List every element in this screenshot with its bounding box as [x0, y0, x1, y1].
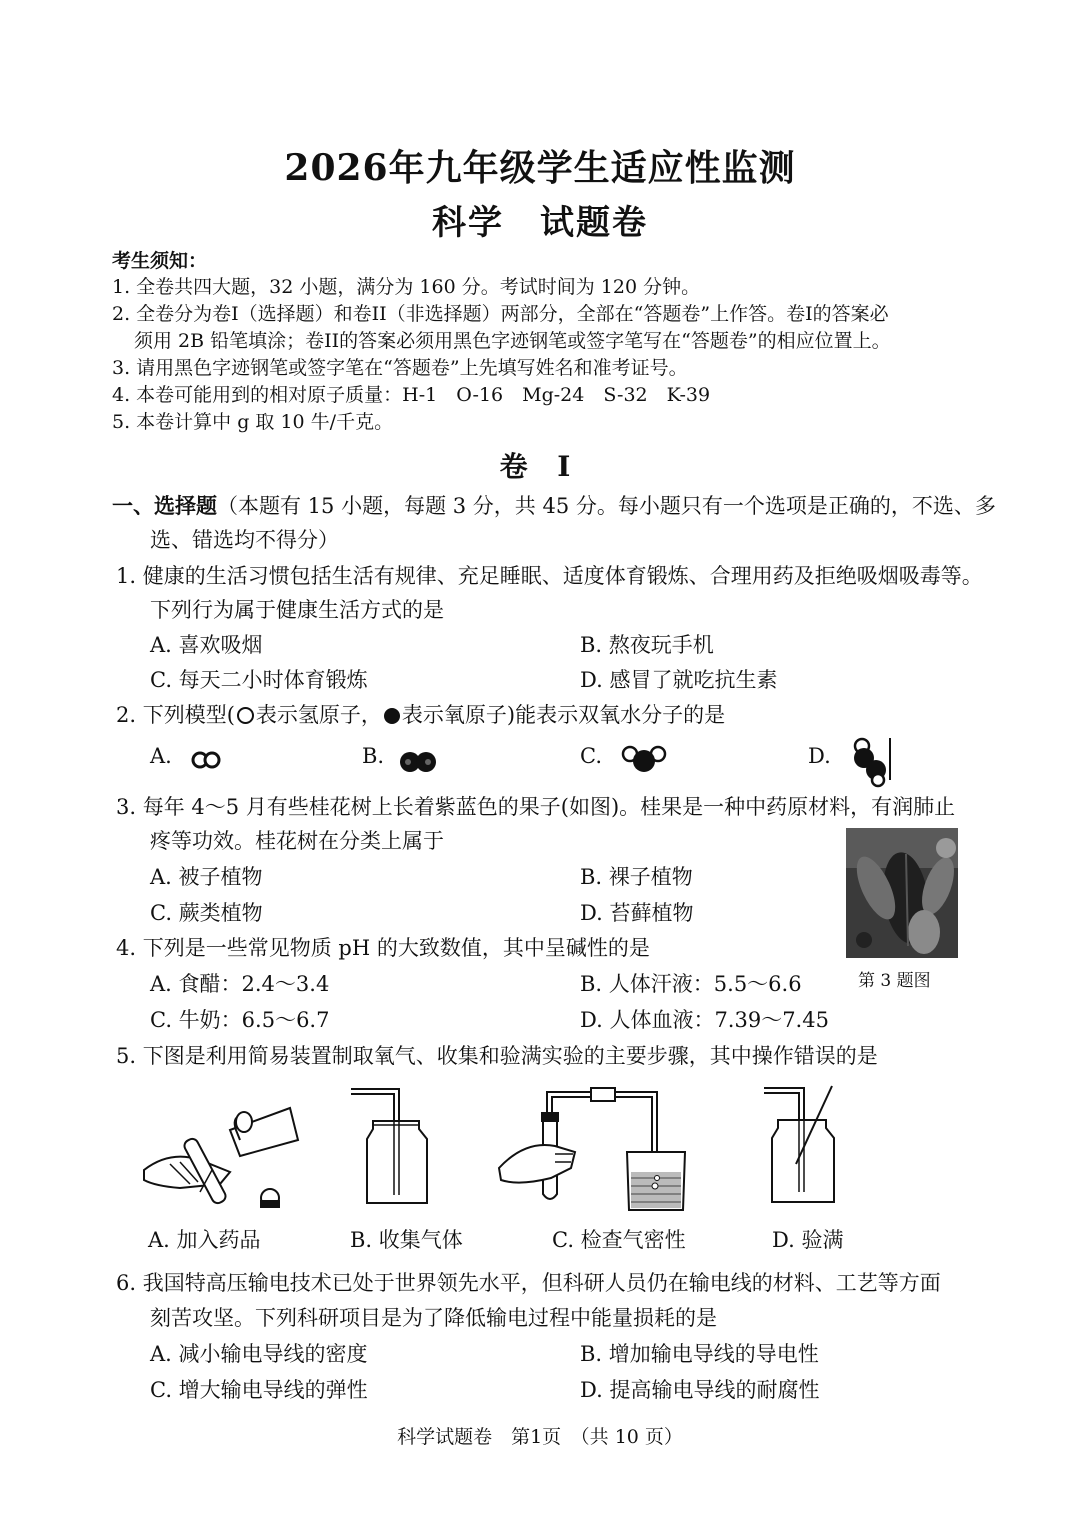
- osmanthus-fruit-photo: [846, 828, 958, 958]
- collect-gas-diagram: [345, 1085, 445, 1215]
- page-title: 2026年九年级学生适应性监测: [284, 147, 796, 189]
- question-3-stem-cont: 疼等功效。桂花树在分类上属于: [150, 829, 444, 853]
- q3-option-c: C. 蕨类植物: [150, 901, 263, 925]
- figure-3-caption: 第 3 题图: [858, 971, 931, 991]
- notice-heading: 考生须知：: [112, 250, 208, 272]
- q4-option-b: B. 人体汗液：5.5～6.6: [580, 972, 802, 996]
- q2-option-a: A.: [150, 744, 172, 768]
- add-reagent-diagram: [140, 1100, 310, 1215]
- q1-option-d: D. 感冒了就吃抗生素: [580, 668, 778, 692]
- oxygen-atom-icon: [384, 708, 400, 724]
- q5-option-d: D. 验满: [772, 1228, 844, 1252]
- q1-option-b: B. 熬夜玩手机: [580, 633, 714, 657]
- notice-item: 4. 本卷可能用到的相对原子质量：H-1 O-16 Mg-24 S-32 K-39: [112, 384, 711, 406]
- section-header: [112, 490, 996, 520]
- q6-option-b: B. 增加输电导线的导电性: [580, 1342, 819, 1366]
- notice-item: 1. 全卷共四大题，32 小题，满分为 160 分。考试时间为 120 分钟。: [112, 276, 701, 298]
- notice-item: 3. 请用黑色字迹钢笔或签字笔在“答题卷”上先填写姓名和准考证号。: [112, 357, 688, 379]
- q5-option-a: A. 加入药品: [148, 1228, 261, 1252]
- q2-option-b: B.: [362, 744, 385, 768]
- question-4-stem: 4. 下列是一些常见物质 pH 的大致数值，其中呈碱性的是: [116, 936, 650, 960]
- q2-stem-part: 表示氢原子，: [255, 703, 382, 727]
- question-2-stem: [116, 699, 725, 729]
- page-subtitle: 科学 试题卷: [432, 203, 648, 243]
- hydrogen-atom-icon: [237, 707, 254, 724]
- q2-option-c: C.: [580, 744, 602, 768]
- question-1-stem: 1. 健康的生活习惯包括生活有规律、充足睡眠、适度体育锻炼、合理用药及拒绝吸烟吸毒等。: [116, 564, 983, 588]
- q5-option-c: C. 检查气密性: [552, 1228, 686, 1252]
- q6-option-a: A. 减小输电导线的密度: [150, 1342, 368, 1366]
- q3-option-a: A. 被子植物: [150, 865, 263, 889]
- molecule-model-a-icon: [190, 748, 230, 772]
- question-6-stem-cont: 刻苦攻坚。下列科研项目是为了降低输电过程中能量损耗的是: [150, 1306, 717, 1330]
- question-5-stem: 5. 下图是利用简易装置制取氧气、收集和验满实验的主要步骤，其中操作错误的是: [116, 1044, 878, 1068]
- page-footer: 科学试题卷 第1页 （共 10 页）: [397, 1426, 683, 1448]
- notice-item: 须用 2B 铅笔填涂；卷II的答案必须用黑色字迹钢笔或签字笔写在“答题卷”的相应位置上。: [134, 330, 891, 352]
- section-desc: （本题有 15 小题，每题 3 分，共 45 分。每小题只有一个选项是正确的，不选、多: [217, 494, 996, 518]
- q4-option-d: D. 人体血液：7.39～7.45: [580, 1008, 829, 1032]
- volume-heading: 卷 I: [499, 450, 581, 483]
- q4-option-a: A. 食醋：2.4～3.4: [150, 972, 330, 996]
- notice-item: 5. 本卷计算中 g 取 10 牛/千克。: [112, 411, 394, 433]
- q3-option-d: D. 苔藓植物: [580, 901, 694, 925]
- molecule-model-b-icon: [398, 748, 448, 776]
- section-desc-cont: 选、错选均不得分）: [150, 528, 339, 552]
- test-full-diagram: [760, 1082, 850, 1217]
- q1-option-c: C. 每天二小时体育锻炼: [150, 668, 368, 692]
- notice-item: 2. 全卷分为卷I（选择题）和卷II（非选择题）两部分，全部在“答题卷”上作答。卷I的答案必: [112, 303, 889, 325]
- q5-option-b: B. 收集气体: [350, 1228, 463, 1252]
- q6-option-d: D. 提高输电导线的耐腐性: [580, 1378, 820, 1402]
- section-label: 一、选择题: [112, 493, 217, 518]
- q2-option-d: D.: [808, 744, 831, 768]
- q2-stem-part: 表示氧原子)能表示双氧水分子的是: [401, 703, 726, 727]
- q3-option-b: B. 裸子植物: [580, 865, 693, 889]
- q1-option-a: A. 喜欢吸烟: [150, 633, 263, 657]
- q2-stem-part: 2. 下列模型(: [116, 703, 235, 727]
- q4-option-c: C. 牛奶：6.5～6.7: [150, 1008, 330, 1032]
- question-1-stem-cont: 下列行为属于健康生活方式的是: [150, 598, 444, 622]
- airtightness-check-diagram: [495, 1082, 705, 1217]
- question-6-stem: 6. 我国特高压输电技术已处于世界领先水平，但科研人员仍在输电线的材料、工艺等方面: [116, 1271, 941, 1295]
- molecule-model-d-icon: [848, 736, 894, 782]
- question-3-stem: 3. 每年 4～5 月有些桂花树上长着紫蓝色的果子(如图)。桂果是一种中药原材料，有润肺止: [116, 795, 956, 819]
- molecule-model-c-icon: [620, 744, 670, 778]
- q6-option-c: C. 增大输电导线的弹性: [150, 1378, 368, 1402]
